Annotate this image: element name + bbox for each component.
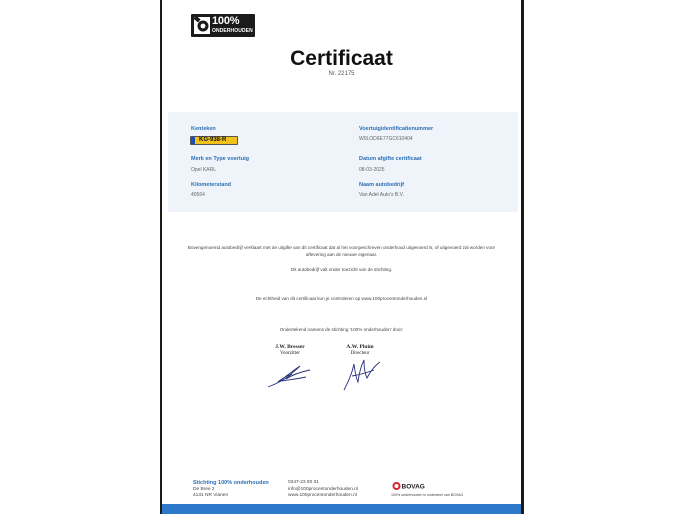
footer-city: 4131 NR Vianen xyxy=(193,493,229,498)
signatory-role: Directeur xyxy=(350,351,370,356)
signatory-name: J.W. Bresser xyxy=(275,344,305,350)
signed-by-note: Ondertekend namens de stichting '100% onderhouden' door: xyxy=(279,327,404,332)
signatory-name: A.W. Pluim xyxy=(346,344,374,350)
vehicle-info-panel xyxy=(168,112,518,212)
vin-label: Voertuigidentificatienummer xyxy=(359,126,434,132)
logo-subtext: ONDERHOUDEN xyxy=(212,28,253,34)
vin-value: W0LOD6E77GC610404 xyxy=(359,136,413,142)
page-title: Certificaat xyxy=(290,47,393,70)
footer-phone: 0347-23 80 01 xyxy=(288,480,319,485)
footer-accent-bar xyxy=(162,504,521,514)
footer-website[interactable]: www.100procentonderhouden.nl xyxy=(288,493,357,498)
bovag-logo-icon xyxy=(392,481,425,491)
footer-street: De Bree 2 xyxy=(193,487,215,492)
company-label: Naam autobedrijf xyxy=(359,182,404,188)
statement-line-1: Bovengenoemd autobedrijf verklaart met de uitgifte van dit certificaat dat al het voorgeschreven onderhoud uitgevoerd is, of uitgevoerd zal worden voor xyxy=(187,245,496,250)
plate-number: KG-938-R xyxy=(199,137,227,143)
make-value: Opel KARL xyxy=(191,167,217,173)
signatory-role: Voorzitter xyxy=(280,351,300,356)
km-value: 40564 xyxy=(191,192,205,198)
brand-logo xyxy=(191,14,255,37)
make-label: Merk en Type voertuig xyxy=(191,156,249,162)
km-label: Kilometerstand xyxy=(191,182,232,188)
footer-organization: Stichting 100% onderhouden xyxy=(193,480,269,486)
verification-note: De echtheid van dit certificaat kun je controleren op www.100procentonderhouden.nl xyxy=(255,296,428,301)
certificate-page xyxy=(162,0,521,514)
wrench-logo-icon xyxy=(194,17,210,34)
certificate-number: Nr. 22175 xyxy=(328,71,355,77)
footer-email[interactable]: info@100procentonderhouden.nl xyxy=(288,487,358,492)
statement-line-2: aflevering aan de nieuwe eigenaar. xyxy=(305,252,378,257)
company-value: Van Adel Auto's B.V. xyxy=(359,192,404,198)
date-label: Datum afgifte certificaat xyxy=(359,156,422,162)
supervision-note: Dit autobedrijf valt onder toezicht van de stichting. xyxy=(290,267,393,272)
bovag-badge-text: BOVAG xyxy=(401,483,425,491)
signature-image xyxy=(266,360,314,390)
viewer-right-border xyxy=(521,0,524,514)
eu-band-icon xyxy=(191,137,195,144)
logo-text: 100% xyxy=(212,15,240,27)
plate-label: Kenteken xyxy=(191,126,216,132)
date-value: 08-03-2025 xyxy=(359,167,385,173)
signature-image xyxy=(340,356,384,392)
bovag-note: 100% onderhouden is onderdeel van BOVAG xyxy=(391,493,464,497)
license-plate xyxy=(190,136,238,145)
